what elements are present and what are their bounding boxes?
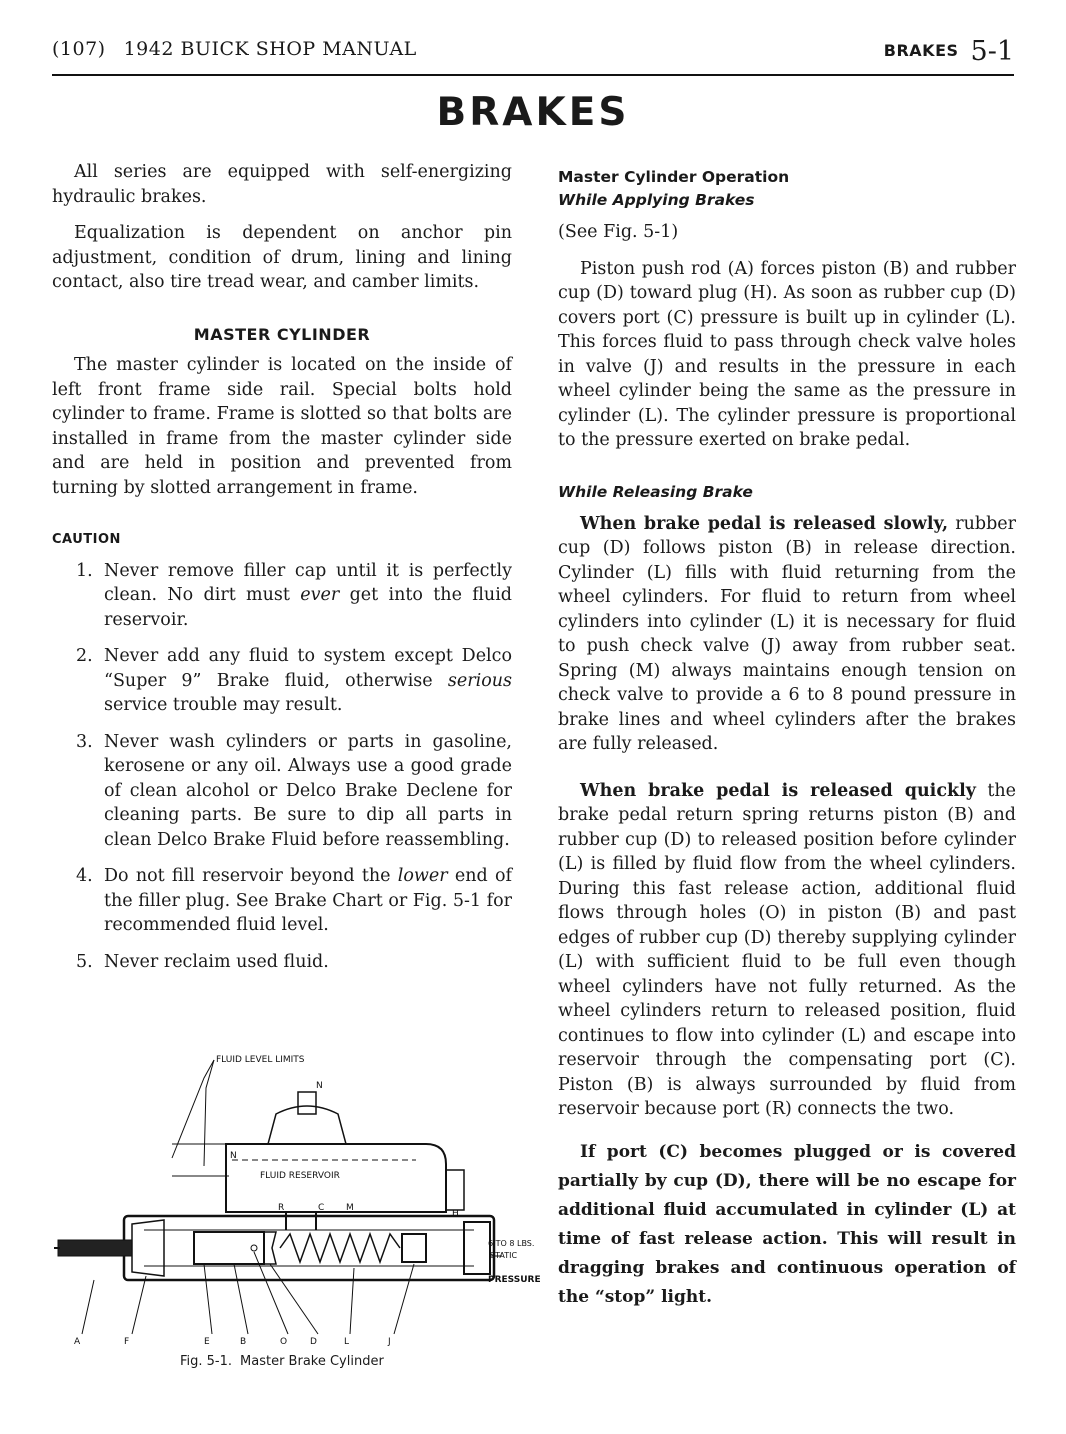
outlet-fitting <box>446 1170 464 1210</box>
list-item-number: 4. <box>76 866 93 886</box>
label-f: F <box>124 1337 130 1347</box>
leader-line <box>204 1264 212 1334</box>
list-item-text <box>104 950 512 975</box>
fluid-reservoir-label: FLUID RESERVOIR <box>260 1171 340 1181</box>
label-b: B <box>240 1337 247 1347</box>
figure-caption <box>180 1354 384 1369</box>
page-number: (107) <box>52 38 106 60</box>
emphasis: ever <box>300 585 340 605</box>
manual-title: 1942 BUICK SHOP MANUAL <box>123 38 417 60</box>
plugged-port-paragraph: If port (C) becomes plugged or is covered partially by cup (D), there will be no escape for additional fluid accumulated in cylinder (L) at time of fast release action. This will result in dragging brakes and continuous operation of the “stop” light. <box>558 1141 1016 1307</box>
boot <box>132 1220 164 1276</box>
label-a: A <box>74 1337 81 1347</box>
figure-master-brake-cylinder <box>54 1048 554 1378</box>
slow-release-lead: When brake pedal is released slowly, <box>580 513 949 534</box>
label-n-top: N <box>316 1081 323 1091</box>
quick-release-lead: When brake pedal is released quickly <box>580 780 976 801</box>
label-m: M <box>346 1203 354 1213</box>
text-run: Do not fill reservoir beyond the <box>104 866 398 886</box>
operation-heading-line2: While Applying Brakes <box>558 191 755 209</box>
header-right <box>884 36 1014 67</box>
operation-heading <box>558 166 1016 212</box>
slow-release-text: rubber cup (D) follows piston (B) in release direction. Cylinder (L) fills with fluid returning from the wheel cylinders. For fluid to return from wheel cylinders into cylinder (L) it is necessary for fluid to push check valve (J) away from rubber seat. Spring (M) always maintains enough tension on check valve to provide a 6 to 8 pound pressure in brake lines and wheel cylinders after the brakes are fully released. <box>558 513 1016 754</box>
label-n-left: N <box>230 1151 237 1161</box>
list-item-number: 3. <box>76 731 93 752</box>
spring <box>280 1234 400 1262</box>
list-item-number: 1. <box>76 560 93 581</box>
figure-number: Fig. 5-1. <box>180 1354 233 1369</box>
list-item <box>52 559 512 633</box>
caution-list <box>52 559 512 975</box>
text-run: Never wash cylinders or parts in gasoline, kerosene or any oil. Always use a good grade of clean alcohol or Delco Brake Declene for cleaning parts. Be sure to dip all parts in clean Delco Brake Fluid before reassembling. <box>104 731 512 850</box>
label-e: E <box>204 1337 210 1347</box>
static-label: STATIC <box>490 1251 518 1260</box>
list-item-text <box>104 864 512 938</box>
quick-release-paragraph <box>558 779 1016 1122</box>
leader-line <box>350 1268 354 1334</box>
pressure-label: PRESSURE <box>488 1275 541 1285</box>
section-page-number: 5-1 <box>970 36 1014 67</box>
page-title: BRAKES <box>436 90 630 135</box>
cylinder-diagram <box>54 1048 554 1348</box>
label-c: C <box>318 1203 325 1213</box>
releasing-heading: While Releasing Brake <box>558 482 753 501</box>
header-left <box>52 38 417 60</box>
see-figure-note: (See Fig. 5-1) <box>558 222 679 242</box>
page-header <box>52 34 1014 76</box>
list-item-number: 5. <box>76 951 93 972</box>
leader-line <box>132 1276 146 1334</box>
list-item-text <box>104 559 512 633</box>
quick-release-text: the brake pedal return spring returns piston (B) and rubber cup (D) to released position before cylinder (L) is filled by fluid flow from the wheel cylinders. During this fast release action, additional fluid flows through holes (O) in piston (B) and past edges of rubber cup (D) thereby supplying cylinder (L) with sufficient fluid to be full even though wheel cylinders have not fully returned. As the wheel cylinders return to released position, fluid continues to flow into cylinder (L) and escape into reservoir through the compensating port (C). Piston (B) is always surrounded by fluid from reservoir because port (R) connects the two. <box>558 780 1016 1119</box>
intro-paragraph-1: All series are equipped with self-energizing hydraulic brakes. <box>52 162 512 207</box>
leader-line <box>270 1264 318 1334</box>
filler-plug <box>298 1092 316 1114</box>
emphasis: lower <box>397 866 448 886</box>
list-item-text <box>104 644 512 718</box>
label-h: H <box>452 1209 459 1219</box>
text-run: Never add any fluid to system except Delco “Super 9” Brake fluid, otherwise <box>104 646 512 691</box>
section-name: BRAKES <box>883 41 959 60</box>
label-l: L <box>344 1337 350 1347</box>
list-item <box>52 950 512 975</box>
text-run: Never reclaim used fluid. <box>104 951 329 972</box>
text-run: Never remove filler cap until it is perfectly clean. No dirt must <box>104 560 512 605</box>
leader-line <box>394 1264 414 1334</box>
list-item-number: 2. <box>76 646 93 666</box>
operation-heading-line1: Master Cylinder Operation <box>558 168 790 186</box>
intro-paragraph-2: Equalization is dependent on anchor pin adjustment, condition of drum, lining and lining contact, also tire tread wear, and camber limits. <box>52 223 512 292</box>
master-cylinder-heading: MASTER CYLINDER <box>193 324 371 344</box>
master-cylinder-paragraph: The master cylinder is located on the inside of left front frame side rail. Special bolts hold cylinder to frame. Frame is slotted so that bolts are installed in frame from the master cylinder side and are held in position and prevented from turning by slotted arrangement in frame. <box>52 355 512 498</box>
label-d: D <box>310 1337 317 1347</box>
diagram-labels <box>74 1055 541 1347</box>
text-run: service trouble may result. <box>104 695 343 715</box>
text-run: end of the filler plug. See Brake Chart or Fig. 5-1 for recommended fluid level. <box>104 866 512 935</box>
list-item <box>52 730 512 853</box>
piston <box>194 1232 264 1264</box>
label-j: J <box>388 1337 391 1347</box>
left-column <box>52 160 512 986</box>
leader-line <box>172 1060 214 1158</box>
filler-neck <box>268 1106 346 1144</box>
check-valve <box>402 1234 426 1262</box>
leader-line <box>234 1264 248 1334</box>
fluid-level-limits-label: FLUID LEVEL LIMITS <box>216 1055 305 1065</box>
list-item <box>52 644 512 718</box>
piston-hole <box>251 1245 257 1251</box>
slow-release-paragraph <box>558 512 1016 757</box>
label-r: R <box>278 1203 285 1213</box>
list-item-text <box>104 730 512 853</box>
label-o: O <box>280 1337 288 1347</box>
list-item <box>52 864 512 938</box>
right-column <box>558 166 1016 1324</box>
cylinder-body <box>124 1216 494 1280</box>
push-rod <box>58 1240 132 1256</box>
caution-heading: CAUTION <box>52 532 121 547</box>
text-run: get into the fluid reservoir. <box>104 585 513 630</box>
emphasis: serious <box>447 670 512 691</box>
leader-line <box>82 1280 94 1334</box>
figure-title: Master Brake Cylinder <box>240 1354 384 1369</box>
rubber-cup <box>264 1232 276 1264</box>
applying-paragraph: Piston push rod (A) forces piston (B) and rubber cup (D) toward plug (H). As soon as rubber cup (D) covers port (C) pressure is built up in cylinder (L). This forces fluid to pass through check valve holes in valve (J) and results in the pressure in each wheel cylinder being the same as the pressure in cylinder (L). The cylinder pressure is proportional to the pressure exerted on brake pedal. <box>558 258 1016 450</box>
static-pressure-value: 6 TO 8 LBS. <box>488 1239 535 1248</box>
